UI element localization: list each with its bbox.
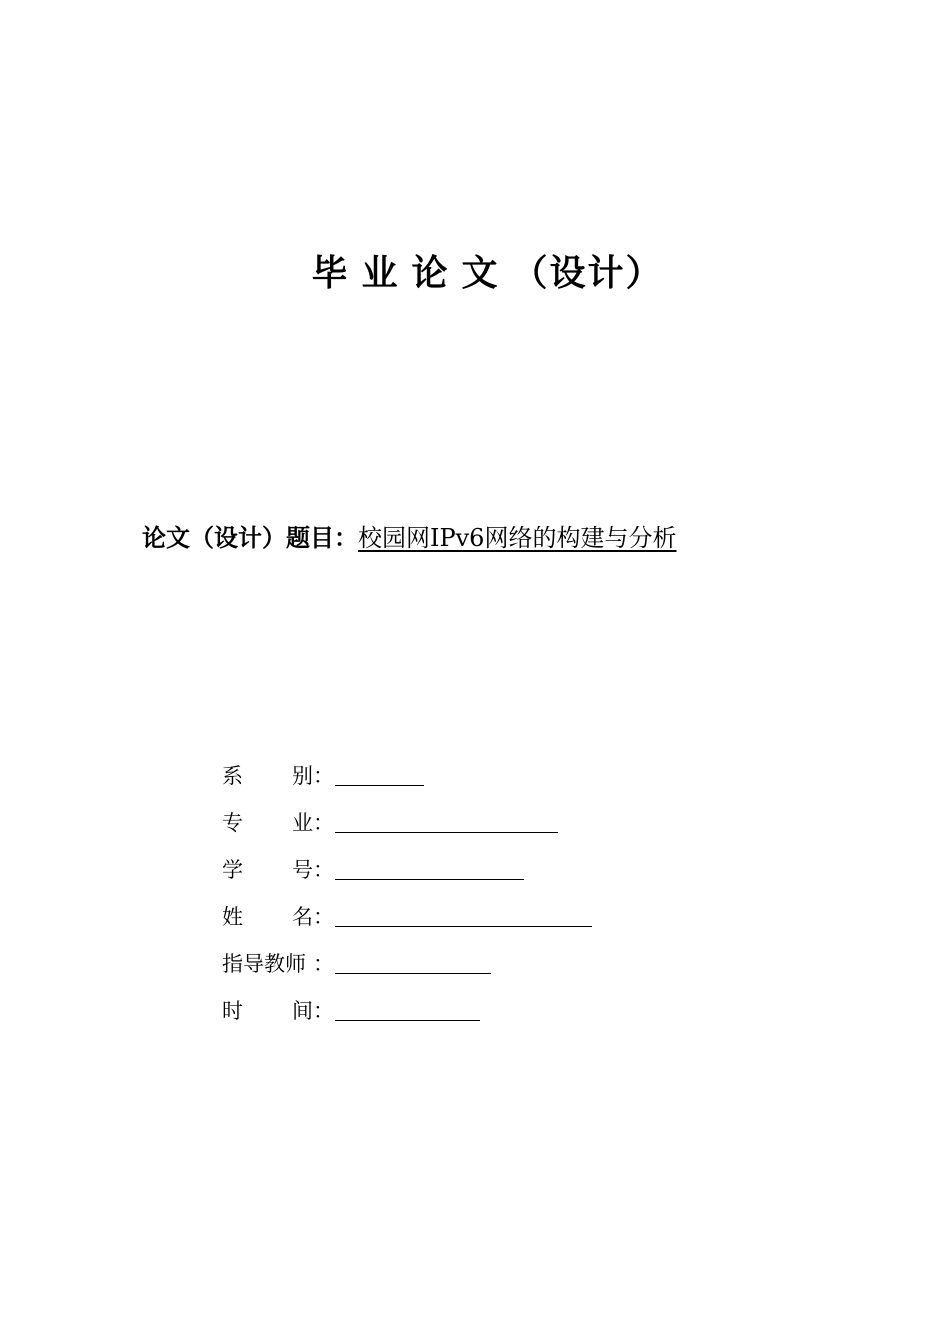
- field-label-department: [222, 761, 334, 791]
- field-blank-student-id[interactable]: [335, 879, 524, 880]
- field-row-name: [222, 893, 722, 940]
- field-label-part: 学: [222, 857, 243, 882]
- field-label-part: 号：: [292, 857, 334, 882]
- field-row-advisor: [222, 940, 722, 987]
- field-row-date: [222, 987, 722, 1034]
- thesis-topic-line: [142, 520, 676, 556]
- field-row-department: [222, 752, 722, 799]
- field-label-name: [222, 902, 334, 932]
- field-label-part: 系: [222, 763, 243, 788]
- thesis-topic-label: 论文（设计）题目：: [142, 524, 358, 552]
- field-label-part: 间：: [292, 998, 334, 1023]
- field-blank-name[interactable]: [335, 926, 592, 927]
- field-label-part: 名：: [292, 904, 334, 929]
- title-suffix: （设计）: [511, 253, 664, 294]
- document-title: [0, 248, 950, 300]
- field-blank-department[interactable]: [335, 785, 424, 786]
- field-label-date: [222, 996, 334, 1026]
- field-label-part: 专: [222, 810, 243, 835]
- field-label-part: 指导教师: [222, 951, 306, 976]
- field-label-part: ：: [313, 951, 334, 976]
- field-label-major: [222, 808, 334, 838]
- title-main-part: 毕业论文: [311, 253, 512, 294]
- field-blank-major[interactable]: [335, 832, 558, 833]
- thesis-topic-value: 校园网IPv6网络的构建与分析: [358, 524, 677, 552]
- field-blank-advisor[interactable]: [335, 973, 491, 974]
- field-label-part: 时: [222, 998, 243, 1023]
- field-label-part: 姓: [222, 904, 243, 929]
- student-info-block: [222, 752, 722, 1034]
- field-row-student-id: [222, 846, 722, 893]
- field-label-advisor: [222, 949, 334, 979]
- field-row-major: [222, 799, 722, 846]
- field-label-part: 业：: [292, 810, 334, 835]
- field-label-part: 别：: [292, 763, 334, 788]
- field-label-student-id: [222, 855, 334, 885]
- field-blank-date[interactable]: [335, 1020, 480, 1021]
